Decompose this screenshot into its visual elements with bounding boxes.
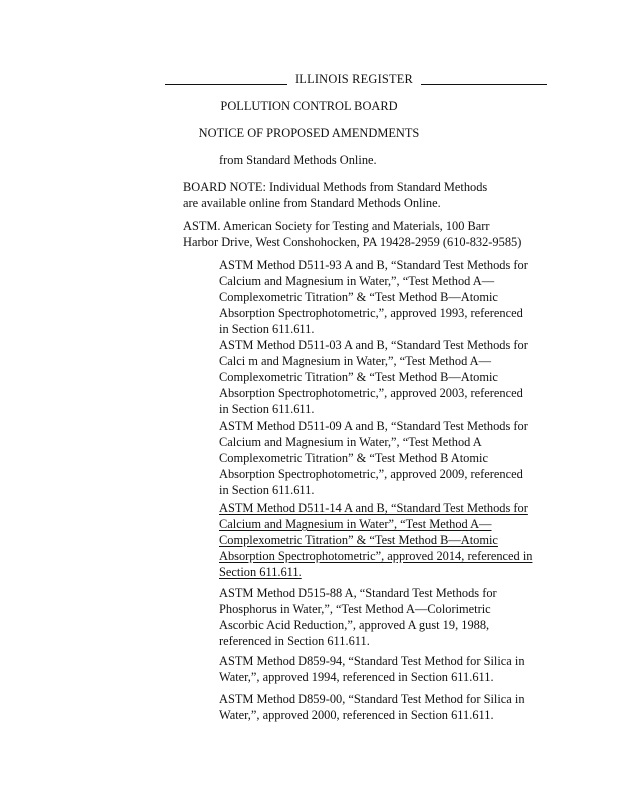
register-header (0, 71, 618, 87)
method-entry-d511-03: ASTM Method D511-03 A and B, “Standard Test Methods for Calci m and Magnesium in Water,”, “Test Method A—Complexometric Titration” & “Test Method B—Atomic Absorption Spectrophotometric,”, approved 2003, referenced in Section 611.611. (219, 338, 528, 416)
method-entry-d511-14: ASTM Method D511-14 A and B, “Standard Test Methods for Calcium and Magnesium in Water”, “Test Method A—Complexometric Titration” & “Test Method B—Atomic Absorption Spectrophotometric”, approved 2014, referenced in Section 611.611. (219, 501, 533, 579)
notice-header (0, 125, 618, 141)
board-header (0, 98, 618, 114)
astm-intro: ASTM. American Society for Testing and Materials, 100 Barr Harbor Drive, West Conshohocken, PA 19428-2959 (610-832-9585) (183, 219, 522, 249)
from-line: from Standard Methods Online. (219, 153, 377, 167)
method-entry-d859-00: ASTM Method D859-00, “Standard Test Method for Silica in Water,”, approved 2000, referenced in Section 611.611. (219, 692, 525, 722)
register-title: ILLINOIS REGISTER (287, 72, 421, 86)
method-entry-d515-88: ASTM Method D515-88 A, “Standard Test Methods for Phosphorus in Water,”, “Test Method A—Colorimetric Ascorbic Acid Reduction,”, approved A gust 19, 1988, referenced in Section 611.611. (219, 586, 497, 648)
notice-title: NOTICE OF PROPOSED AMENDMENTS (198, 126, 420, 140)
method-entry-d859-94: ASTM Method D859-94, “Standard Test Method for Silica in Water,”, approved 1994, referenced in Section 611.611. (219, 654, 525, 684)
method-entry-d511-09: ASTM Method D511-09 A and B, “Standard Test Methods for Calcium and Magnesium in Water,”, “Test Method A Complexometric Titration” & “Test Method B Atomic Absorption Spectrophotometric,”, approved 2009, referenced in Section 611.611. (219, 419, 528, 497)
method-entry-d511-93: ASTM Method D511-93 A and B, “Standard Test Methods for Calcium and Magnesium in Water,”, “Test Method A—Complexometric Titration” & “Test Method B—Atomic Absorption Spectrophotometric,”, approved 1993, referenced in Section 611.611. (219, 258, 528, 336)
board-note: BOARD NOTE: Individual Methods from Standard Methods are available online from Standard Methods Online. (183, 180, 488, 210)
board-title: POLLUTION CONTROL BOARD (220, 99, 398, 113)
